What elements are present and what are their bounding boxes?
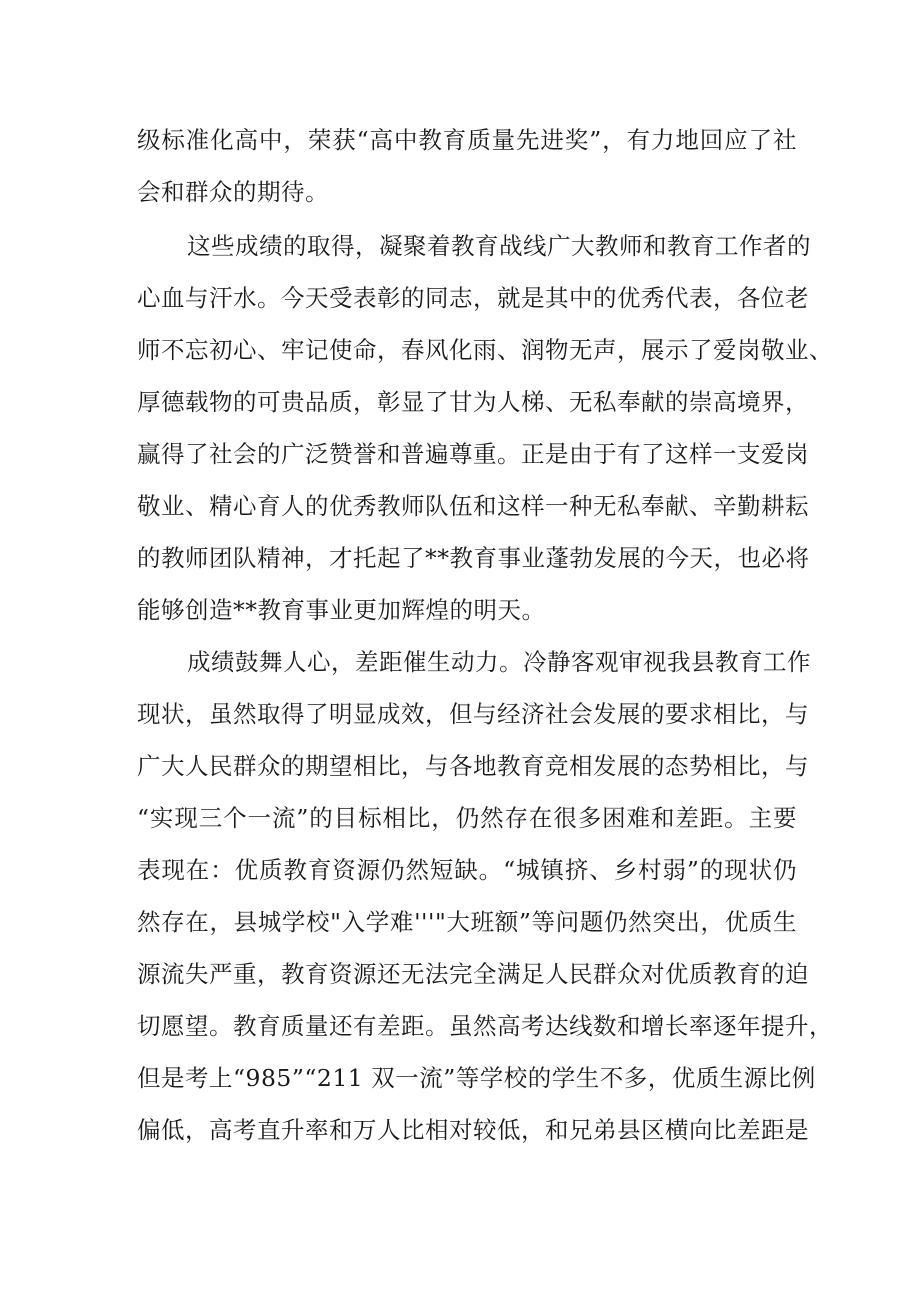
text-line-4: 心血与汗水。今天受表彰的同志，就是其中的优秀代表，各位老 [137,284,809,312]
text-line-1: 级标准化高中，荣获“高中教育质量先进奖”，有力地回应了社 [137,126,797,154]
text-line-20: 偏低，高考直升率和万人比相对较低，和兄弟县区横向比差距是 [137,1116,809,1144]
text-line-3: 这些成绩的取得，凝聚着教育战线广大教师和教育工作者的 [187,232,811,260]
text-line-11: 成绩鼓舞人心，差距催生动力。冷静客观审视我县教育工作 [187,648,811,676]
text-line-19: 但是考上“985”“211 双一流”等学校的学生不多，优质生源比例 [137,1064,816,1092]
text-line-14: “实现三个一流”的目标相比，仍然存在很多困难和差距。主要 [137,804,797,832]
text-line-10: 能够创造**教育事业更加辉煌的明天。 [137,596,546,624]
text-line-6: 厚德载物的可贵品质，彰显了甘为人梯、无私奉献的崇高境界， [137,388,809,416]
text-line-17: 源流失严重，教育资源还无法完全满足人民群众对优质教育的迫 [137,960,809,988]
text-line-16: 然存在，县城学校"入学难'''"大班额”等问题仍然突出，优质生 [137,908,797,936]
text-line-5: 师不忘初心、牢记使命，春风化雨、润物无声，展示了爱岗敬业、 [137,336,833,364]
text-line-8: 敬业、精心育人的优秀教师队伍和这样一种无私奉献、辛勤耕耘 [137,492,809,520]
text-line-13: 广大人民群众的期望相比，与各地教育竞相发展的态势相比，与 [137,752,809,780]
text-line-15: 表现在：优质教育资源仍然短缺。“城镇挤、乡村弱”的现状仍 [137,856,797,884]
text-line-7: 赢得了社会的广泛赞誉和普遍尊重。正是由于有了这样一支爱岗 [137,440,809,468]
text-line-18: 切愿望。教育质量还有差距。虽然高考达线数和增长率逐年提升， [137,1012,833,1040]
text-line-9: 的教师团队精神，才托起了**教育事业蓬勃发展的今天，也必将 [137,544,810,572]
text-line-12: 现状，虽然取得了明显成效，但与经济社会发展的要求相比，与 [137,700,809,728]
text-line-2: 会和群众的期待。 [137,178,329,206]
